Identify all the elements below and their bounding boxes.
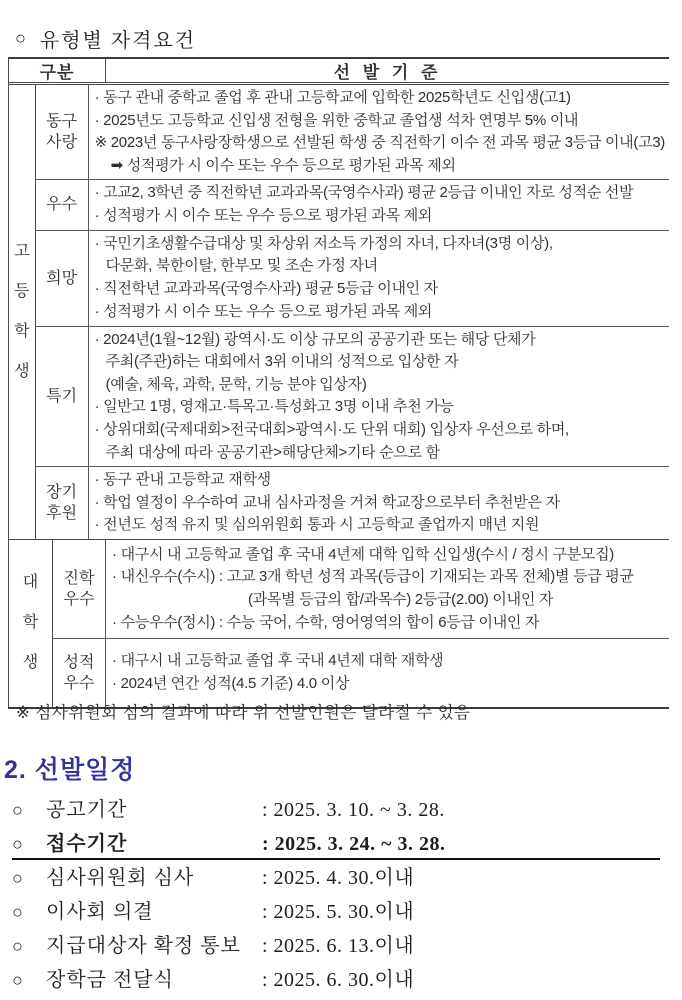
criteria-line: · 2024년 연간 성적(4.5 기준) 4.0 이상 <box>112 674 350 692</box>
table-row-seongjeok-usu <box>53 639 669 707</box>
criteria-table <box>8 57 669 709</box>
criteria-cell <box>89 231 669 326</box>
category-label: 후원 <box>46 505 78 523</box>
category-label: 특기 <box>46 387 78 405</box>
criteria-cell <box>89 467 669 539</box>
criteria-line: · 대구시 내 고등학교 졸업 후 국내 4년제 대학 입학 신입생(수시 / 정시 구분모집) <box>112 545 614 563</box>
group-university <box>9 540 669 707</box>
criteria-cell <box>106 639 669 707</box>
page-title-text: 유형별 자격요건 <box>39 30 197 52</box>
category-cell <box>53 639 106 707</box>
criteria-cell <box>89 85 669 179</box>
criteria-line: · 내신우수(수시) : 고교 3개 학년 성적 과목(등급이 기재되는 과목 전체)별 등급 평균 <box>112 568 634 586</box>
criteria-line: · 일반고 1명, 영재고·특목고·특성화고 3명 이내 추천 가능 <box>94 398 454 416</box>
schedule-item-jigeup <box>12 929 660 963</box>
circle-bullet-icon: ○ <box>12 970 23 990</box>
criteria-line: · 성적평가 시 이수 또는 우수 등으로 평가된 과목 제외 <box>94 206 433 224</box>
category-cell <box>36 231 89 326</box>
criteria-line: · 성적평가 시 이수 또는 우수 등으로 평가된 과목 제외 <box>94 302 433 320</box>
criteria-line: (과목별 등급의 합/과목수) 2등급(2.00) 이내인 자 <box>248 590 554 608</box>
schedule-value: : 2025. 3. 24. ~ 3. 28. <box>262 833 446 855</box>
group-rows <box>53 540 669 707</box>
criteria-line: 주최(주관)하는 대회에서 3위 이내의 성적으로 입상한 자 <box>105 353 459 371</box>
schedule-item-jeopsu <box>12 827 660 860</box>
criteria-line: · 2025년도 고등학교 신입생 전형을 위한 중학교 졸업생 석차 연명부 5% 이내 <box>94 111 579 129</box>
table-row-teukgi <box>36 327 669 468</box>
circle-bullet-icon: ○ <box>12 902 23 922</box>
schedule-value: : 2025. 5. 30.이내 <box>262 901 415 923</box>
group-label-char: 학 <box>14 322 30 340</box>
schedule-label: 접수기간 <box>46 833 128 855</box>
schedule-label: 장학금 전달식 <box>46 969 174 991</box>
section-heading-schedule: 2. 선발일정 <box>4 756 136 784</box>
header-cell-criteria: 선 발 기 준 <box>333 63 442 82</box>
criteria-line: 다문화, 북한이탈, 한부모 및 조손 가정 자녀 <box>105 257 378 275</box>
criteria-cell <box>89 180 669 229</box>
category-cell <box>53 540 106 638</box>
group-label-char: 대 <box>22 574 39 592</box>
table-row-usu <box>36 180 669 230</box>
criteria-line: · 2024년(1월~12월) 광역시·도 이상 규모의 공공기관 또는 해당 단체가 <box>94 330 536 348</box>
category-label: 희망 <box>46 269 78 287</box>
criteria-line: · 고교2, 3학년 중 직전학년 교과과목(국영수사과) 평균 2등급 이내인 자로 성적순 선발 <box>94 184 634 202</box>
schedule-value: : 2025. 6. 30.이내 <box>262 969 415 991</box>
criteria-line: · 직전학년 교과과목(국영수사과) 평균 5등급 이내인 자 <box>94 280 438 298</box>
schedule-item-jeondal <box>12 963 660 997</box>
table-row-huimang <box>36 231 669 327</box>
category-cell <box>36 180 89 229</box>
table-row-dongu-sarang <box>36 85 669 180</box>
criteria-line: · 국민기초생활수급대상 및 차상위 저소득 가정의 자녀, 다자녀(3명 이상), <box>94 234 553 252</box>
criteria-line: (예술, 체육, 과학, 문학, 기능 분야 입상자) <box>105 375 367 393</box>
category-label: 장기 <box>46 484 78 502</box>
table-row-janggi-huwon <box>36 467 669 539</box>
schedule-label: 심사위원회 심사 <box>46 867 195 889</box>
criteria-line: · 동구 관내 중학교 졸업 후 관내 고등학교에 입학한 2025학년도 신입생(고1) <box>94 89 571 106</box>
table-header-row <box>9 59 669 85</box>
criteria-line: · 상위대회(국제대회>전국대회>광역시·도 단위 대회) 입상자 우선으로 하며, <box>94 420 569 438</box>
schedule-label: 지급대상자 확정 통보 <box>46 935 241 957</box>
criteria-line: ※ 2023년 동구사랑장학생으로 선발된 학생 중 직전학기 이수 전 과목 평균 3등급 이내(고3) <box>94 134 665 152</box>
schedule-label: 공고기간 <box>46 799 128 821</box>
criteria-line: · 수능우수(정시) : 수능 국어, 수학, 영어영역의 합이 6등급 이내인 자 <box>112 613 540 631</box>
circle-bullet-icon: ○ <box>12 834 23 854</box>
schedule-item-isahoe <box>12 895 660 929</box>
schedule-list <box>12 793 672 997</box>
schedule-value: : 2025. 6. 13.이내 <box>262 935 415 957</box>
schedule-value: : 2025. 3. 10. ~ 3. 28. <box>262 799 445 821</box>
group-highschool <box>9 85 669 540</box>
schedule-label: 이사회 의결 <box>46 901 154 923</box>
category-label: 우수 <box>63 674 95 692</box>
category-label: 진학 <box>63 569 95 587</box>
page-title <box>15 24 196 53</box>
schedule-value: : 2025. 4. 30.이내 <box>262 867 415 889</box>
category-label: 사랑 <box>46 134 78 152</box>
criteria-line: · 동구 관내 고등학교 재학생 <box>94 471 271 489</box>
circle-bullet-icon: ○ <box>12 800 23 820</box>
group-label-university <box>9 540 53 707</box>
schedule-item-gonggo <box>12 793 660 827</box>
group-label-char: 고 <box>14 242 30 260</box>
group-label-char: 생 <box>14 362 30 380</box>
group-rows <box>36 85 669 539</box>
criteria-cell <box>106 540 669 638</box>
criteria-line: · 대구시 내 고등학교 졸업 후 국내 4년제 대학 재학생 <box>112 652 444 670</box>
category-cell <box>36 85 89 179</box>
table-row-jinhak-usu <box>53 540 669 639</box>
group-label-char: 생 <box>22 654 39 672</box>
table-footnote: ※ 심사위원회 심의 결과에 따라 위 선발인원은 달라질 수 있음 <box>16 704 471 722</box>
circle-bullet-icon: ○ <box>12 936 23 956</box>
category-label: 성적 <box>63 653 95 671</box>
category-cell <box>36 467 89 539</box>
category-label: 우수 <box>63 590 95 608</box>
criteria-line: · 학업 열정이 우수하여 교내 심사과정을 거쳐 학교장으로부터 추천받은 자 <box>94 493 560 511</box>
category-cell <box>36 327 89 467</box>
criteria-line: · 전년도 성적 유지 및 심의위원회 통과 시 고등학교 졸업까지 매년 지원 <box>94 516 540 534</box>
header-cell-gubun: 구분 <box>9 59 106 82</box>
group-label-highschool <box>9 85 36 539</box>
criteria-line: 주최 대상에 따라 공공기관>해당단체>기타 순으로 함 <box>105 443 440 461</box>
criteria-line-arrow: ➡ 성적평가 시 이수 또는 우수 등으로 평가된 과목 제외 <box>110 156 456 174</box>
group-label-char: 학 <box>22 614 39 632</box>
criteria-cell <box>89 327 669 467</box>
category-label: 우수 <box>46 196 78 214</box>
circle-bullet-icon: ○ <box>12 868 23 888</box>
circle-bullet-icon: ○ <box>15 28 28 48</box>
category-label: 동구 <box>46 113 78 131</box>
group-label-char: 등 <box>14 282 30 300</box>
schedule-item-simsa <box>12 861 660 895</box>
